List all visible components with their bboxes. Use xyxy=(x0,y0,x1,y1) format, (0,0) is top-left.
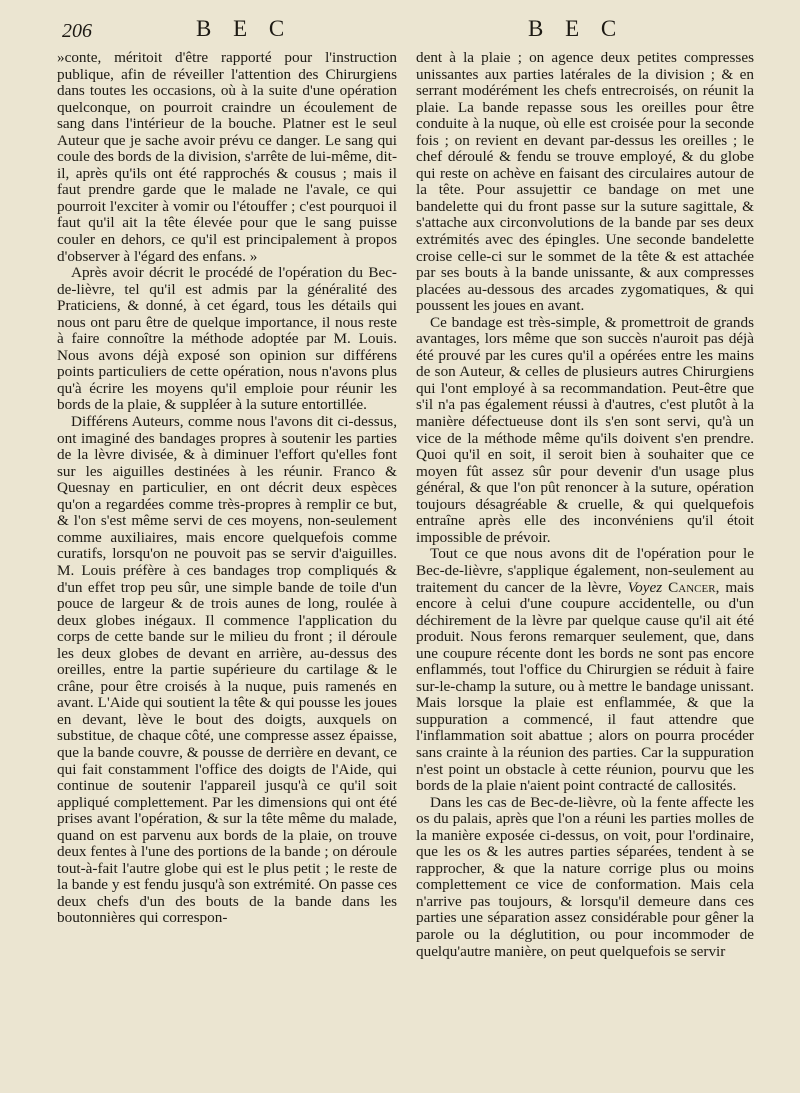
paragraph: Après avoir décrit le procédé de l'opération du Bec-de-lièvre, tel qu'il est admis par la généralité des Praticiens, & donné, à cet égard, tous les détails qui nous ont paru être de quelque importance, il nous reste à faire connoître la méthode adoptée par M. Louis. Nous avons déjà exposé son opinion sur différens points particuliers de cette opération, nous n'avons plus qu'à écrire les moyens qu'il emploie pour réunir les bords de la plaie, & suppléer à la suture entortillée. xyxy=(57,264,397,414)
paragraph-text: , mais encore à celui d'une coupure accidentelle, ou d'un déchirement de la lèvre par quelque cause qu'il ait été produit. Nous ferons remarquer seulement, que, dans une coupure récente dont les bords ne sont pas encore enflammés, tout l'office du Chirurgien se réduit à faire sur-le-champ la suture, ou à mettre le bandage unissant. Mais lorsque la plaie est enflammée, & que la suppuration a commencé, il faut attendre que l'inflammation soit abattue ; alors on pourra procéder sans crainte à la réunion des parties. Car la suppuration n'est point un obstacle à cette réunion, pourvu que les bords de la plaie n'aient point contracté de callosités. xyxy=(416,578,754,795)
text-columns xyxy=(0,50,800,1090)
page-header xyxy=(0,14,800,48)
left-column xyxy=(57,50,397,1090)
paragraph-text: Tout ce que nous avons dit de l'opération pour le Bec-de-lièvre, s'applique également, non-seulement au traitement du cancer de la lèvre, xyxy=(416,545,754,596)
running-head-right: B E C xyxy=(528,16,625,41)
paragraph: Ce bandage est très-simple, & promettroit de grands avantages, lors même que son succès n'auroit pas déjà été prouvé par les cures qu'il a opérées entre les mains de son Auteur, & celles de plusieurs autres Chirurgiens qui l'ont employé à sa recommandation. Peut-être que s'il n'a pas également réussi à d'autres, c'est plutôt à la manière défectueuse dont ils s'en sont servi, qu'à un vice de la méthode même qu'ils doivent s'en prendre. Quoi qu'il en soit, il seroit bien à souhaiter que ce moyen fût assez sûr pour devenir d'un usage plus général, & que l'on pût renoncer à la suture, opération toujours désagréable & cruelle, & qui quelquefois entraîne après elle des inconvéniens qu'il étoit impossible de prévoir. xyxy=(416,313,754,546)
paragraph: Dans les cas de Bec-de-lièvre, où la fente affecte les os du palais, après que l'on a réuni les parties molles de la manière exposée ci-dessus, on voit, pour l'ordinaire, que les os & les autres parties séparées, tendent à se rapprocher, & que la nature corrige plus ou moins complettement ce vice de conformation. Mais cela n'arrive pas toujours, & lorsqu'il demeure dans ces parties une séparation assez considérable pour gêner la parole ou la déglutition, ou pour incommoder de quelqu'autre manière, on peut quelquefois se servir xyxy=(416,793,754,960)
cross-reference-voyez: Voyez xyxy=(627,578,663,596)
running-head-left: B E C xyxy=(196,16,293,41)
right-column xyxy=(416,50,754,1090)
paragraph: »conte, méritoit d'être rapporté pour l'instruction publique, afin de réveiller l'attention des Chirurgiens dans toutes les occasions, où à la suite d'une opération quelconque, on pourroit craindre un écoulement de sang dans l'intérieur de la bouche. Platner est le seul Auteur que je sache avoir prévu ce danger. Le sang qui coule des bords de la division, s'arrête de lui-même, dit-il, après qu'ils ont été rapprochés & cousus ; mais il faut prendre garde que le malade ne l'avale, ce qui pourroit l'exciter à vomir ou l'étouffer ; c'est pourquoi il faut qu'il ait la tête élevée pour que le sang puisse couler en dehors, ce qu'il est principalement à propos d'observer à l'égard des enfans. » xyxy=(57,50,397,265)
paragraph: Différens Auteurs, comme nous l'avons dit ci-dessus, ont imaginé des bandages propres à soutenir les parties de la lèvre divisée, & à diminuer l'effort qu'elles font sur les aiguilles destinées à les réunir. Franco & Quesnay en particulier, en ont décrit deux espèces qu'on a regardées comme très-propres à remplir ce but, & l'on s'est même servi de ces moyens, non-seulement comme auxiliaires, mais encore quelquefois comme curatifs, lorsqu'on ne pouvoit pas se servir d'aiguilles. M. Louis préfère à ces bandages trop compliqués & d'un effet trop peu sûr, une simple bande de toile d'un pouce de largeur & de trois aunes de long, roulée à deux globes inégaux. Il commence l'application du corps de cette bande sur le milieu du front ; il déroule les deux globes de devant en arrière, au-dessus des oreilles, entre la partie supérieure du cartilage & le crâne, pour être croisés à la nuque, puis ramenés en avant. L'Aide qui soutient la tête & qui pousse les joues en devant, lève le bout des doigts, auxquels on substitue, de chaque côté, une compresse assez épaisse, que la bande couvre, & pousse de derrière en devant, ce qui fait constamment l'office des doigts de l'Aide, qui continue de soutenir l'appareil jusqu'à ce qu'il soit appliqué complettement. Par les dimensions qui ont été prises avant l'opération, & sur la tête même du malade, quand on est parvenu aux bords de la plaie, on trouve deux fentes à l'une des portions de la bande ; on déroule tout-à-fait l'autre globe qui est le plus petit ; le reste de la bande y est fendu jusqu'à son extrémité. On passe ces deux chefs d'un des bouts de la bande dans les boutonnières qui correspon- xyxy=(57,413,397,927)
paragraph: dent à la plaie ; on agence deux petites compresses unissantes aux parties latérales de la division ; & en serrant modérément les chefs entrecroisés, on réunit la plaie. La bande repasse sous les oreilles pour être conduite à la nuque, où elle est croisée pour la seconde fois ; on revient en devant par-dessus les oreilles ; le chef déroulé & fendu se trouve employé, & du globe qui reste on achève en faisant des circulaires autour de la tête. Pour assujettir ce bandage on met une bandelette qui du front passe sur la suture sagittale, & s'attache aux circonvolutions de la bande par ses deux extrémités avec des épingles. Une seconde bandelette croise celle-ci sur le sommet de la tête & est attachée par ses bouts à la bande unissante, & aux compresses placées au-dessous des arcades zygomatiques, & qui poussent les joues en avant. xyxy=(416,50,754,315)
paragraph xyxy=(416,546,754,794)
page-number: 206 xyxy=(62,20,92,42)
cross-reference-cancer: Cancer xyxy=(668,578,716,596)
